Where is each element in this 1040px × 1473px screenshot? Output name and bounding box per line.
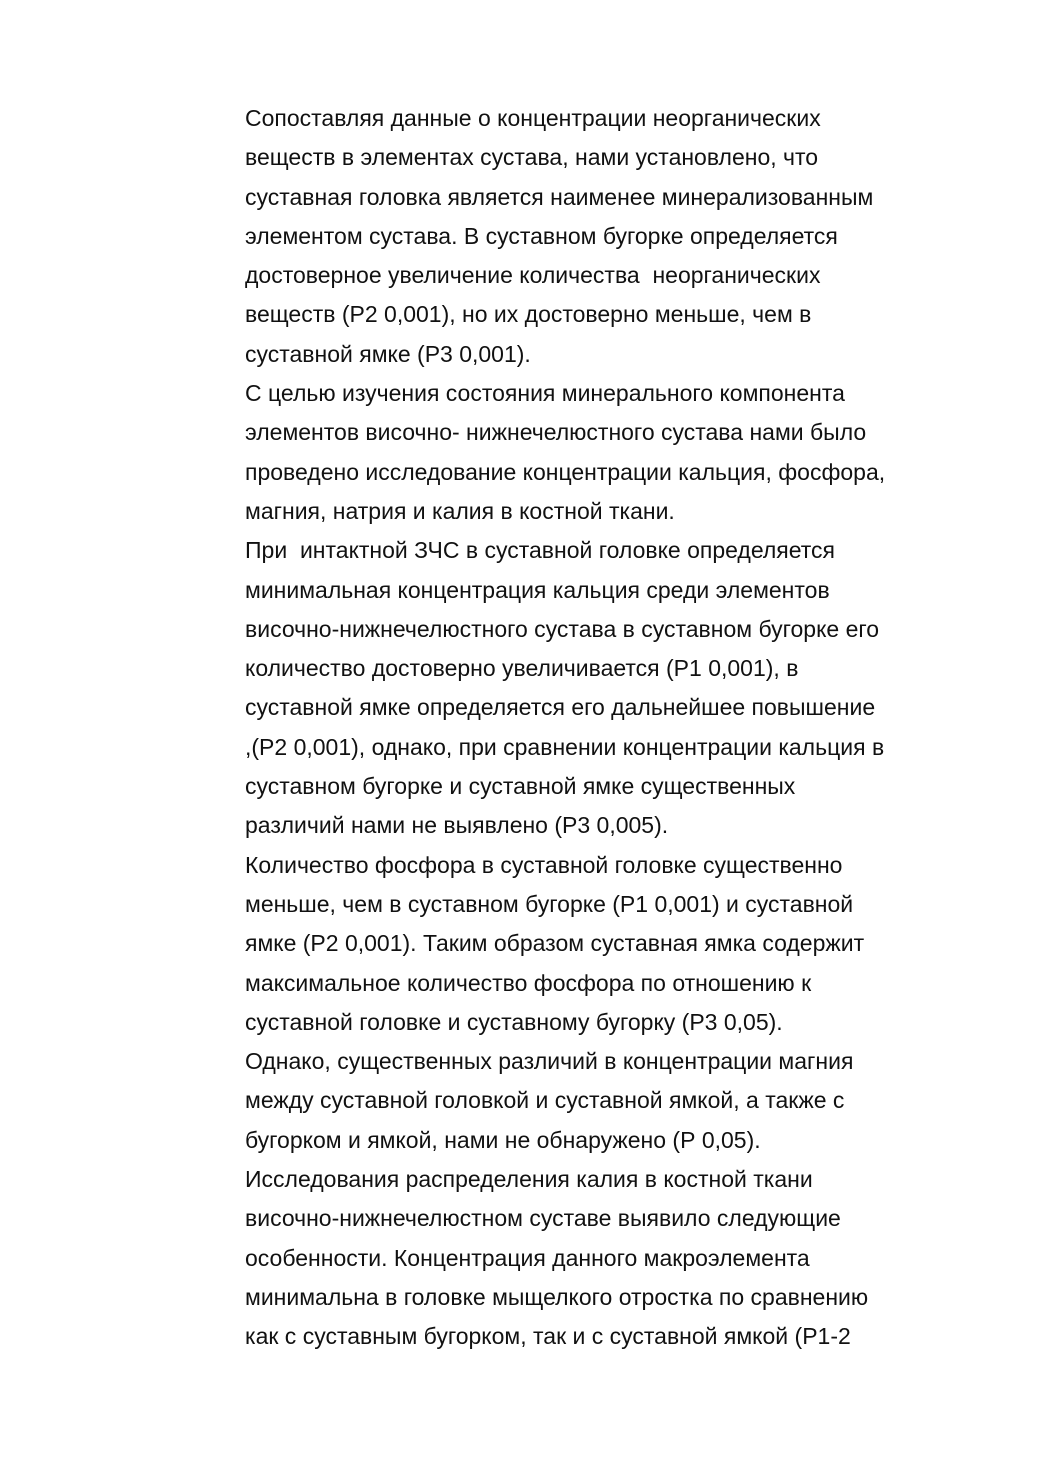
text-line: бугорком и ямкой, нами не обнаружено (Р 0,05).: [245, 1126, 761, 1153]
text-line: Исследования распределения калия в костной ткани: [245, 1166, 813, 1193]
text-line: С целью изучения состояния минерального компонента: [245, 380, 845, 407]
text-line: количество достоверно увеличивается (Р1 0,001), в: [245, 655, 799, 682]
text-line: как с суставным бугорком, так и с суставной ямкой (Р1-2: [245, 1323, 851, 1350]
text-line: максимальное количество фосфора по отношению к: [245, 969, 812, 996]
text-line: особенности. Концентрация данного макроэлемента: [245, 1244, 810, 1271]
text-line: суставном бугорке и суставной ямке существенных: [245, 773, 796, 800]
text-line: При интактной ЗЧС в суставной головке определяется: [245, 537, 836, 564]
text-line: меньше, чем в суставном бугорке (Р1 0,001) и суставной: [245, 890, 854, 917]
text-line: височно-нижнечелюстного сустава в суставном бугорке его: [245, 615, 880, 642]
text-line: достоверное увеличение количества неорганических: [245, 262, 821, 289]
text-line: веществ (Р2 0,001), но их достоверно меньше, чем в: [245, 301, 812, 328]
text-line: суставная головка является наименее минерализованным: [245, 183, 874, 210]
text-line: суставной ямке (Р3 0,001).: [245, 340, 531, 367]
text-line: проведено исследование концентрации кальция, фосфора,: [245, 458, 886, 485]
text-line: веществ в элементах сустава, нами установлено, что: [245, 144, 819, 171]
text-line: Однако, существенных различий в концентрации магния: [245, 1048, 854, 1075]
text-line: минимальная концентрация кальция среди элементов: [245, 576, 830, 603]
text-line: суставной ямке определяется его дальнейшее повышение: [245, 694, 876, 721]
text-line: между суставной головкой и суставной ямкой, а также с: [245, 1087, 845, 1114]
text-line: магния, натрия и калия в костной ткани.: [245, 497, 675, 524]
text-line: височно-нижнечелюстном суставе выявило следующие: [245, 1205, 841, 1232]
text-line: Количество фосфора в суставной головке существенно: [245, 851, 843, 878]
text-line: суставной головке и суставному бугорку (Р3 0,05).: [245, 1008, 783, 1035]
text-line: элементов височно- нижнечелюстного сустава нами было: [245, 419, 867, 446]
text-line: ,(Р2 0,001), однако, при сравнении концентрации кальция в: [245, 733, 885, 760]
text-line: ямке (Р2 0,001). Таким образом суставная ямка содержит: [245, 930, 865, 957]
text-line: различий нами не выявлено (Р3 0,005).: [245, 812, 669, 839]
text-line: минимальна в головке мыщелкого отростка по сравнению: [245, 1283, 869, 1310]
text-line: элементом сустава. В суставном бугорке определяется: [245, 222, 838, 249]
text-line: Сопоставляя данные о концентрации неорганических: [245, 105, 821, 131]
body-text: [245, 99, 1005, 1357]
